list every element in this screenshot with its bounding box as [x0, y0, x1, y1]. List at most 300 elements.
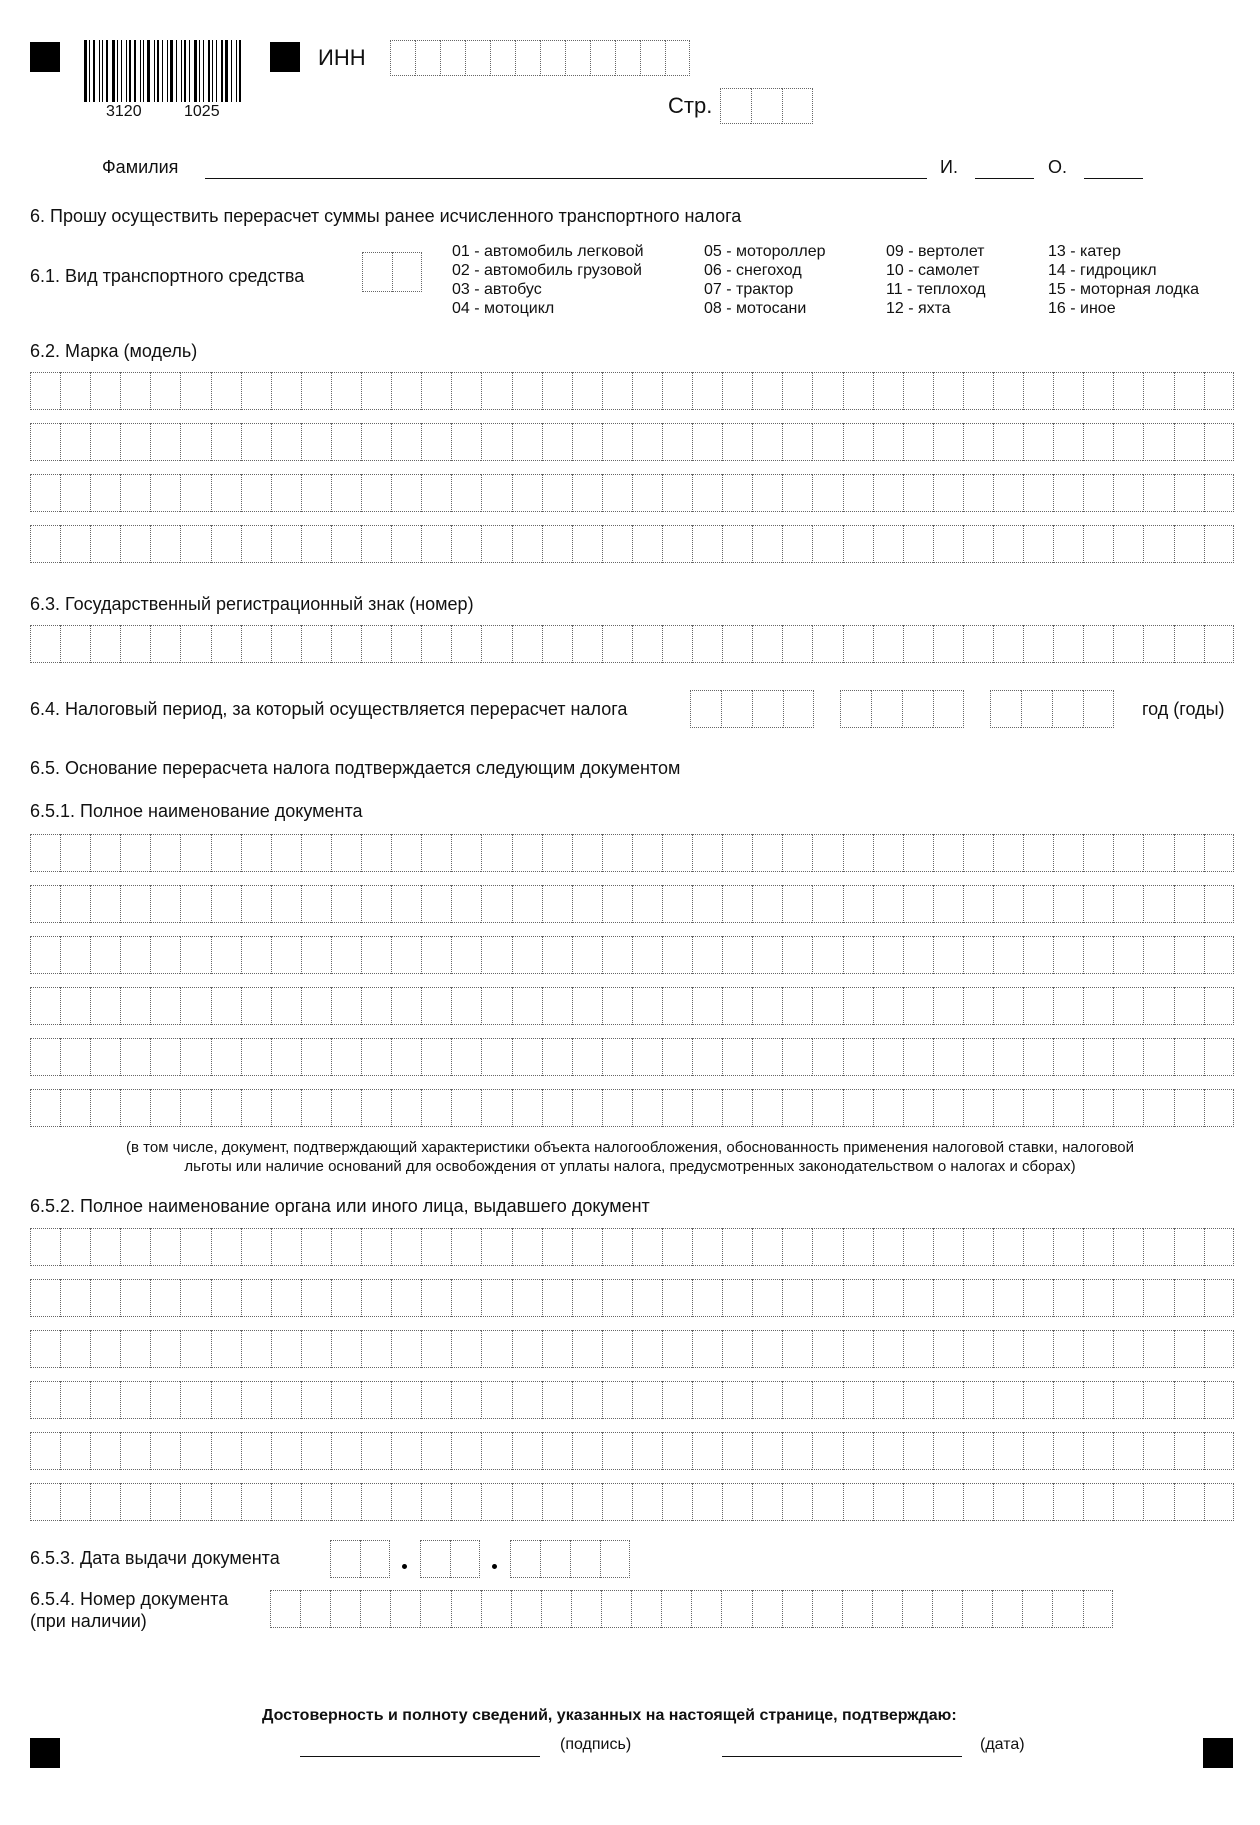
input-cell[interactable] — [512, 1279, 542, 1317]
input-cell[interactable] — [515, 40, 540, 76]
input-cell[interactable] — [30, 1381, 60, 1419]
input-cell[interactable] — [933, 625, 963, 663]
input-cell[interactable] — [1204, 1381, 1234, 1419]
input-cell[interactable] — [512, 936, 542, 974]
input-cell[interactable] — [843, 1483, 873, 1521]
input-cell[interactable] — [1113, 936, 1143, 974]
input-cell[interactable] — [1113, 525, 1143, 563]
issuer-name-row-5[interactable] — [30, 1432, 1234, 1470]
input-cell[interactable] — [993, 1089, 1023, 1127]
input-cell[interactable] — [632, 525, 662, 563]
date-field[interactable] — [722, 1756, 962, 1757]
input-cell[interactable] — [812, 834, 842, 872]
input-cell[interactable] — [1113, 1432, 1143, 1470]
input-cell[interactable] — [692, 936, 722, 974]
input-cell[interactable] — [690, 690, 721, 728]
input-cell[interactable] — [421, 1279, 451, 1317]
input-cell[interactable] — [331, 1483, 361, 1521]
input-cell[interactable] — [963, 1038, 993, 1076]
input-cell[interactable] — [640, 40, 665, 76]
input-cell[interactable] — [90, 1038, 120, 1076]
input-cell[interactable] — [361, 1381, 391, 1419]
input-cell[interactable] — [722, 474, 752, 512]
input-cell[interactable] — [572, 885, 602, 923]
input-cell[interactable] — [415, 40, 440, 76]
input-cell[interactable] — [782, 1089, 812, 1127]
input-cell[interactable] — [873, 936, 903, 974]
input-cell[interactable] — [632, 1228, 662, 1266]
input-cell[interactable] — [662, 1228, 692, 1266]
input-cell[interactable] — [1204, 1483, 1234, 1521]
input-cell[interactable] — [782, 1038, 812, 1076]
input-cell[interactable] — [752, 1330, 782, 1368]
input-cell[interactable] — [812, 885, 842, 923]
input-cell[interactable] — [572, 1432, 602, 1470]
document-number-field[interactable] — [270, 1590, 1113, 1628]
input-cell[interactable] — [993, 987, 1023, 1025]
input-cell[interactable] — [632, 1432, 662, 1470]
input-cell[interactable] — [993, 525, 1023, 563]
input-cell[interactable] — [60, 474, 90, 512]
input-cell[interactable] — [451, 1381, 481, 1419]
input-cell[interactable] — [90, 1089, 120, 1127]
input-cell[interactable] — [542, 372, 572, 410]
input-cell[interactable] — [812, 1038, 842, 1076]
brand-model-row-4[interactable] — [30, 525, 1234, 563]
input-cell[interactable] — [391, 1330, 421, 1368]
input-cell[interactable] — [180, 625, 210, 663]
inn-field[interactable] — [390, 40, 690, 76]
input-cell[interactable] — [1023, 1279, 1053, 1317]
input-cell[interactable] — [512, 834, 542, 872]
input-cell[interactable] — [421, 474, 451, 512]
input-cell[interactable] — [211, 474, 241, 512]
input-cell[interactable] — [542, 834, 572, 872]
input-cell[interactable] — [150, 625, 180, 663]
input-cell[interactable] — [752, 1279, 782, 1317]
input-cell[interactable] — [542, 1279, 572, 1317]
input-cell[interactable] — [211, 525, 241, 563]
input-cell[interactable] — [782, 1330, 812, 1368]
input-cell[interactable] — [933, 372, 963, 410]
input-cell[interactable] — [241, 423, 271, 461]
input-cell[interactable] — [843, 834, 873, 872]
input-cell[interactable] — [512, 372, 542, 410]
input-cell[interactable] — [542, 1089, 572, 1127]
input-cell[interactable] — [300, 1590, 330, 1628]
input-cell[interactable] — [1083, 1330, 1113, 1368]
input-cell[interactable] — [572, 1089, 602, 1127]
input-cell[interactable] — [1174, 1089, 1204, 1127]
input-cell[interactable] — [120, 1381, 150, 1419]
input-cell[interactable] — [692, 987, 722, 1025]
input-cell[interactable] — [1113, 372, 1143, 410]
input-cell[interactable] — [241, 1330, 271, 1368]
input-cell[interactable] — [782, 1432, 812, 1470]
input-cell[interactable] — [241, 474, 271, 512]
input-cell[interactable] — [1083, 885, 1113, 923]
input-cell[interactable] — [120, 987, 150, 1025]
input-cell[interactable] — [361, 1330, 391, 1368]
input-cell[interactable] — [360, 1540, 390, 1578]
input-cell[interactable] — [270, 1590, 300, 1628]
input-cell[interactable] — [903, 1038, 933, 1076]
input-cell[interactable] — [271, 474, 301, 512]
input-cell[interactable] — [90, 987, 120, 1025]
input-cell[interactable] — [1204, 1432, 1234, 1470]
input-cell[interactable] — [963, 1279, 993, 1317]
input-cell[interactable] — [361, 1038, 391, 1076]
input-cell[interactable] — [241, 885, 271, 923]
input-cell[interactable] — [542, 1432, 572, 1470]
input-cell[interactable] — [722, 423, 752, 461]
input-cell[interactable] — [782, 625, 812, 663]
input-cell[interactable] — [903, 1483, 933, 1521]
input-cell[interactable] — [391, 1483, 421, 1521]
input-cell[interactable] — [331, 1432, 361, 1470]
input-cell[interactable] — [692, 525, 722, 563]
input-cell[interactable] — [812, 1089, 842, 1127]
input-cell[interactable] — [572, 834, 602, 872]
input-cell[interactable] — [451, 987, 481, 1025]
input-cell[interactable] — [361, 1483, 391, 1521]
input-cell[interactable] — [241, 1228, 271, 1266]
input-cell[interactable] — [1023, 1432, 1053, 1470]
input-cell[interactable] — [90, 885, 120, 923]
input-cell[interactable] — [1083, 525, 1113, 563]
input-cell[interactable] — [1174, 834, 1204, 872]
input-cell[interactable] — [933, 1381, 963, 1419]
input-cell[interactable] — [90, 372, 120, 410]
input-cell[interactable] — [665, 40, 690, 76]
input-cell[interactable] — [542, 423, 572, 461]
input-cell[interactable] — [90, 1432, 120, 1470]
input-cell[interactable] — [933, 1483, 963, 1521]
input-cell[interactable] — [450, 1540, 480, 1578]
input-cell[interactable] — [602, 1483, 632, 1521]
input-cell[interactable] — [602, 936, 632, 974]
input-cell[interactable] — [722, 1381, 752, 1419]
input-cell[interactable] — [90, 525, 120, 563]
input-cell[interactable] — [992, 1590, 1022, 1628]
input-cell[interactable] — [420, 1590, 450, 1628]
input-cell[interactable] — [1143, 372, 1173, 410]
input-cell[interactable] — [180, 1089, 210, 1127]
input-cell[interactable] — [752, 1483, 782, 1521]
input-cell[interactable] — [933, 423, 963, 461]
input-cell[interactable] — [662, 423, 692, 461]
input-cell[interactable] — [512, 625, 542, 663]
input-cell[interactable] — [1023, 1038, 1053, 1076]
input-cell[interactable] — [812, 1432, 842, 1470]
input-cell[interactable] — [241, 834, 271, 872]
input-cell[interactable] — [391, 1381, 421, 1419]
input-cell[interactable] — [1023, 525, 1053, 563]
input-cell[interactable] — [361, 1089, 391, 1127]
input-cell[interactable] — [572, 372, 602, 410]
input-cell[interactable] — [211, 1089, 241, 1127]
input-cell[interactable] — [30, 1483, 60, 1521]
input-cell[interactable] — [812, 1330, 842, 1368]
input-cell[interactable] — [90, 423, 120, 461]
input-cell[interactable] — [1023, 474, 1053, 512]
input-cell[interactable] — [241, 525, 271, 563]
input-cell[interactable] — [572, 474, 602, 512]
input-cell[interactable] — [60, 1279, 90, 1317]
input-cell[interactable] — [692, 625, 722, 663]
input-cell[interactable] — [60, 1330, 90, 1368]
input-cell[interactable] — [490, 40, 515, 76]
input-cell[interactable] — [782, 474, 812, 512]
input-cell[interactable] — [662, 1432, 692, 1470]
vehicle-type-field[interactable] — [362, 252, 422, 292]
brand-model-row-2[interactable] — [30, 423, 1234, 461]
input-cell[interactable] — [662, 1381, 692, 1419]
input-cell[interactable] — [962, 1590, 992, 1628]
input-cell[interactable] — [481, 1228, 511, 1266]
input-cell[interactable] — [812, 936, 842, 974]
input-cell[interactable] — [391, 1432, 421, 1470]
input-cell[interactable] — [30, 1432, 60, 1470]
input-cell[interactable] — [1143, 834, 1173, 872]
input-cell[interactable] — [1083, 625, 1113, 663]
input-cell[interactable] — [692, 372, 722, 410]
input-cell[interactable] — [211, 936, 241, 974]
input-cell[interactable] — [271, 987, 301, 1025]
input-cell[interactable] — [120, 936, 150, 974]
input-cell[interactable] — [150, 1228, 180, 1266]
input-cell[interactable] — [1083, 1089, 1113, 1127]
input-cell[interactable] — [1204, 987, 1234, 1025]
document-name-row-4[interactable] — [30, 987, 1234, 1025]
input-cell[interactable] — [722, 525, 752, 563]
input-cell[interactable] — [301, 1483, 331, 1521]
input-cell[interactable] — [331, 1228, 361, 1266]
input-cell[interactable] — [632, 1483, 662, 1521]
issue-date-month[interactable] — [420, 1540, 480, 1578]
input-cell[interactable] — [933, 1228, 963, 1266]
input-cell[interactable] — [60, 625, 90, 663]
input-cell[interactable] — [301, 1381, 331, 1419]
input-cell[interactable] — [510, 1540, 540, 1578]
input-cell[interactable] — [120, 885, 150, 923]
input-cell[interactable] — [1113, 474, 1143, 512]
input-cell[interactable] — [662, 525, 692, 563]
input-cell[interactable] — [150, 1330, 180, 1368]
input-cell[interactable] — [993, 423, 1023, 461]
input-cell[interactable] — [30, 1038, 60, 1076]
input-cell[interactable] — [1083, 1483, 1113, 1521]
input-cell[interactable] — [391, 423, 421, 461]
input-cell[interactable] — [451, 423, 481, 461]
input-cell[interactable] — [963, 936, 993, 974]
input-cell[interactable] — [903, 987, 933, 1025]
input-cell[interactable] — [662, 372, 692, 410]
input-cell[interactable] — [421, 1483, 451, 1521]
input-cell[interactable] — [391, 1279, 421, 1317]
input-cell[interactable] — [1023, 936, 1053, 974]
input-cell[interactable] — [692, 1038, 722, 1076]
input-cell[interactable] — [812, 1483, 842, 1521]
input-cell[interactable] — [60, 1483, 90, 1521]
input-cell[interactable] — [993, 1381, 1023, 1419]
input-cell[interactable] — [542, 885, 572, 923]
brand-model-row-3[interactable] — [30, 474, 1234, 512]
input-cell[interactable] — [1174, 372, 1204, 410]
input-cell[interactable] — [632, 1089, 662, 1127]
input-cell[interactable] — [843, 936, 873, 974]
input-cell[interactable] — [420, 1540, 450, 1578]
input-cell[interactable] — [873, 987, 903, 1025]
input-cell[interactable] — [812, 372, 842, 410]
input-cell[interactable] — [963, 372, 993, 410]
input-cell[interactable] — [692, 1089, 722, 1127]
input-cell[interactable] — [963, 1483, 993, 1521]
input-cell[interactable] — [512, 423, 542, 461]
input-cell[interactable] — [150, 1279, 180, 1317]
input-cell[interactable] — [211, 987, 241, 1025]
reg-plate-field[interactable] — [30, 625, 1234, 663]
input-cell[interactable] — [90, 625, 120, 663]
input-cell[interactable] — [1204, 372, 1234, 410]
input-cell[interactable] — [993, 625, 1023, 663]
input-cell[interactable] — [180, 936, 210, 974]
input-cell[interactable] — [722, 372, 752, 410]
input-cell[interactable] — [572, 936, 602, 974]
input-cell[interactable] — [421, 1228, 451, 1266]
input-cell[interactable] — [512, 1330, 542, 1368]
input-cell[interactable] — [271, 525, 301, 563]
input-cell[interactable] — [1174, 1432, 1204, 1470]
input-cell[interactable] — [602, 372, 632, 410]
input-cell[interactable] — [1143, 987, 1173, 1025]
input-cell[interactable] — [542, 987, 572, 1025]
surname-field[interactable] — [205, 178, 927, 179]
input-cell[interactable] — [1143, 1038, 1173, 1076]
input-cell[interactable] — [542, 1038, 572, 1076]
input-cell[interactable] — [843, 885, 873, 923]
input-cell[interactable] — [1053, 834, 1083, 872]
input-cell[interactable] — [1143, 1228, 1173, 1266]
input-cell[interactable] — [241, 1432, 271, 1470]
input-cell[interactable] — [602, 834, 632, 872]
input-cell[interactable] — [840, 690, 871, 728]
input-cell[interactable] — [933, 936, 963, 974]
input-cell[interactable] — [241, 987, 271, 1025]
input-cell[interactable] — [873, 1089, 903, 1127]
input-cell[interactable] — [1143, 1279, 1173, 1317]
input-cell[interactable] — [662, 1038, 692, 1076]
input-cell[interactable] — [481, 987, 511, 1025]
input-cell[interactable] — [271, 1432, 301, 1470]
input-cell[interactable] — [211, 885, 241, 923]
input-cell[interactable] — [903, 936, 933, 974]
input-cell[interactable] — [1083, 423, 1113, 461]
input-cell[interactable] — [512, 1483, 542, 1521]
input-cell[interactable] — [933, 690, 964, 728]
input-cell[interactable] — [512, 885, 542, 923]
input-cell[interactable] — [572, 1038, 602, 1076]
input-cell[interactable] — [722, 885, 752, 923]
input-cell[interactable] — [873, 885, 903, 923]
input-cell[interactable] — [1174, 987, 1204, 1025]
input-cell[interactable] — [993, 834, 1023, 872]
input-cell[interactable] — [60, 987, 90, 1025]
input-cell[interactable] — [120, 525, 150, 563]
input-cell[interactable] — [30, 936, 60, 974]
document-name-row-2[interactable] — [30, 885, 1234, 923]
input-cell[interactable] — [301, 1228, 331, 1266]
input-cell[interactable] — [692, 1432, 722, 1470]
input-cell[interactable] — [150, 834, 180, 872]
input-cell[interactable] — [1083, 1279, 1113, 1317]
input-cell[interactable] — [1204, 885, 1234, 923]
input-cell[interactable] — [1174, 1381, 1204, 1419]
input-cell[interactable] — [331, 372, 361, 410]
input-cell[interactable] — [120, 1483, 150, 1521]
input-cell[interactable] — [60, 423, 90, 461]
input-cell[interactable] — [150, 423, 180, 461]
input-cell[interactable] — [361, 1432, 391, 1470]
input-cell[interactable] — [451, 885, 481, 923]
input-cell[interactable] — [241, 936, 271, 974]
page-number-field[interactable] — [720, 88, 813, 124]
input-cell[interactable] — [271, 423, 301, 461]
input-cell[interactable] — [843, 372, 873, 410]
input-cell[interactable] — [692, 1228, 722, 1266]
input-cell[interactable] — [1143, 936, 1173, 974]
input-cell[interactable] — [1083, 1590, 1113, 1628]
input-cell[interactable] — [632, 423, 662, 461]
input-cell[interactable] — [301, 525, 331, 563]
input-cell[interactable] — [421, 423, 451, 461]
input-cell[interactable] — [451, 1038, 481, 1076]
input-cell[interactable] — [1113, 987, 1143, 1025]
input-cell[interactable] — [211, 1038, 241, 1076]
input-cell[interactable] — [933, 834, 963, 872]
input-cell[interactable] — [150, 525, 180, 563]
input-cell[interactable] — [571, 1590, 601, 1628]
input-cell[interactable] — [451, 525, 481, 563]
input-cell[interactable] — [1053, 1038, 1083, 1076]
input-cell[interactable] — [1143, 525, 1173, 563]
input-cell[interactable] — [120, 1279, 150, 1317]
input-cell[interactable] — [1053, 1483, 1083, 1521]
input-cell[interactable] — [150, 1038, 180, 1076]
input-cell[interactable] — [542, 936, 572, 974]
input-cell[interactable] — [843, 1279, 873, 1317]
input-cell[interactable] — [1023, 987, 1053, 1025]
input-cell[interactable] — [90, 1279, 120, 1317]
input-cell[interactable] — [440, 40, 465, 76]
input-cell[interactable] — [812, 625, 842, 663]
input-cell[interactable] — [271, 936, 301, 974]
input-cell[interactable] — [662, 987, 692, 1025]
tax-period-year-1[interactable] — [690, 690, 814, 728]
input-cell[interactable] — [903, 1330, 933, 1368]
input-cell[interactable] — [662, 834, 692, 872]
input-cell[interactable] — [180, 1381, 210, 1419]
input-cell[interactable] — [1053, 936, 1083, 974]
input-cell[interactable] — [120, 423, 150, 461]
input-cell[interactable] — [721, 690, 752, 728]
input-cell[interactable] — [632, 834, 662, 872]
input-cell[interactable] — [390, 40, 415, 76]
input-cell[interactable] — [391, 1228, 421, 1266]
input-cell[interactable] — [1143, 1330, 1173, 1368]
input-cell[interactable] — [90, 474, 120, 512]
input-cell[interactable] — [542, 1228, 572, 1266]
